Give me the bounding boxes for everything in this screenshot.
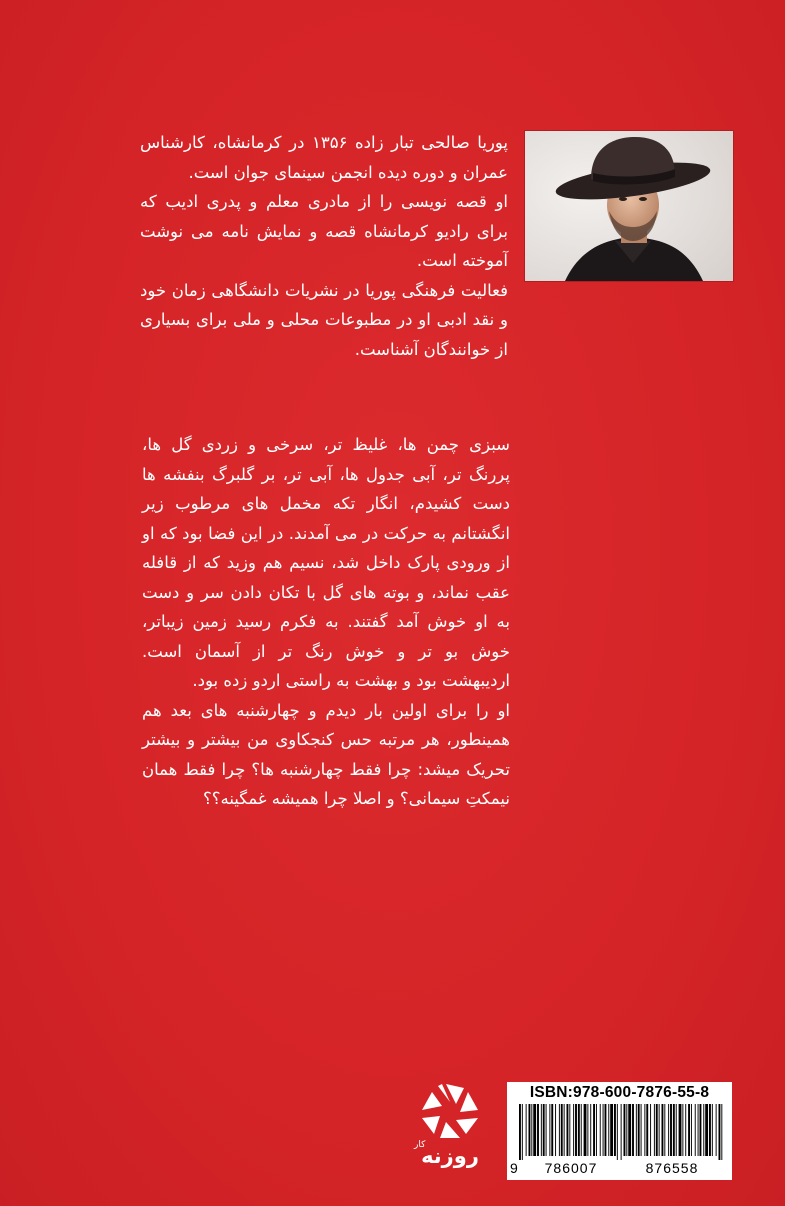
barcode-bar [614, 1104, 616, 1156]
barcode-bar [567, 1104, 569, 1156]
barcode-bar [685, 1104, 686, 1156]
barcode-bar [575, 1104, 577, 1156]
barcode-bar [578, 1104, 580, 1156]
barcode-bar [584, 1104, 587, 1156]
barcode-bar [646, 1104, 648, 1156]
barcode-bar [603, 1104, 604, 1156]
barcode-bar [526, 1104, 527, 1156]
barcode-bar [695, 1104, 696, 1156]
author-photo [524, 130, 734, 282]
barcode-bar [593, 1104, 595, 1156]
barcode-bar [688, 1104, 690, 1156]
barcode-bar [668, 1104, 669, 1156]
barcode-bar [581, 1104, 582, 1156]
barcode-bar [644, 1104, 645, 1156]
bio-paragraph-2: او قصه نویسی را از مادری معلم و پدری ادیب که برای رادیو کرمانشاه قصه و نمایش نامه می نوشت آموخته است. [140, 192, 508, 270]
barcode-bar [670, 1104, 672, 1156]
barcode-bar [638, 1104, 640, 1156]
barcode-bar [529, 1104, 531, 1156]
barcode-bar [573, 1104, 574, 1156]
barcode-bar [624, 1104, 626, 1156]
barcode-bar [596, 1104, 597, 1156]
barcode-bar [632, 1104, 634, 1156]
barcode-bar [709, 1104, 711, 1156]
bio-paragraph-1: پوریا صالحی تبار زاده ۱۳۵۶ در کرمانشاه، کارشناس عمران و دوره دیده انجمن سینمای جوان است. [140, 133, 508, 182]
barcode-bar [522, 1104, 523, 1160]
barcode-icon [515, 1104, 727, 1160]
barcode-bar [705, 1104, 708, 1156]
barcode-bar [662, 1104, 664, 1156]
barcode-bar [676, 1104, 677, 1156]
barcode-bar [537, 1104, 539, 1156]
barcode-bar [700, 1104, 702, 1156]
barcode-bar [682, 1104, 683, 1156]
barcode-first-digit: 9 [510, 1160, 518, 1176]
barcode-bar [610, 1104, 613, 1156]
barcode-bar [698, 1104, 699, 1156]
barcode-bar [555, 1104, 556, 1156]
barcode-bar [650, 1104, 651, 1156]
barcode-bar [549, 1104, 550, 1156]
barcode-bar [673, 1104, 675, 1156]
barcode-bar [531, 1104, 532, 1156]
barcode-bar [541, 1104, 542, 1156]
barcode-bar [659, 1104, 660, 1156]
barcode-bar [543, 1104, 545, 1156]
barcode-bar [628, 1104, 631, 1156]
barcode-bar [654, 1104, 655, 1156]
barcode-bar [626, 1104, 627, 1156]
author-portrait-icon [525, 131, 733, 281]
barcode-bar [533, 1104, 536, 1156]
barcode-bar [621, 1104, 622, 1160]
barcode-bar [656, 1104, 658, 1156]
bio-paragraph-3: فعالیت فرهنگی پوریا در نشریات دانشگاهی زمان خود و نقد ادبی او در مطبوعات محلی و ملی برای بسیاری از خوانندگان آشناست. [140, 280, 508, 359]
barcode-bar [716, 1104, 717, 1156]
barcode-bar [636, 1104, 637, 1156]
barcode-bar [679, 1104, 682, 1156]
barcode-digits-right: 876558 [645, 1160, 699, 1176]
barcode-bar [617, 1104, 618, 1160]
isbn-barcode [507, 1082, 732, 1180]
barcode-bar [712, 1104, 713, 1156]
barcode-bar [564, 1104, 565, 1156]
barcode-bar [721, 1104, 722, 1160]
barcode-bar [600, 1104, 601, 1156]
barcode-bar [587, 1104, 588, 1156]
barcode-bar [703, 1104, 704, 1156]
author-bio [140, 128, 508, 364]
isbn-number: ISBN:978-600-7876-55-8 [529, 1084, 710, 1101]
barcode-bar [664, 1104, 665, 1156]
barcode-bar [590, 1104, 591, 1156]
barcode-bar [551, 1104, 553, 1156]
barcode-bar [546, 1104, 547, 1156]
publisher-subtitle: کار [414, 1140, 426, 1150]
story-excerpt [142, 430, 510, 814]
barcode-bar [691, 1104, 692, 1156]
aperture-logo-icon [410, 1080, 490, 1144]
barcode-digits-left: 786007 [544, 1160, 598, 1176]
publisher-name: روزنه [421, 1144, 479, 1168]
barcode-bar [569, 1104, 570, 1156]
barcode-bar [608, 1104, 609, 1156]
barcode-bar [641, 1104, 642, 1156]
excerpt-paragraph-1: سبزی چمن ها، غلیظ تر، سرخی و زردی گل ها، پررنگ تر، آبی جدول ها، آبی تر، بر گلبرگ بنفشه ها دست کشیدم، انگار تکه مخمل های مرطوب زیر انگشتانم به حرکت در می آمدند. در این فضا بود که او از ورودی پارک داخل شد، نسیم هم وزید که از قافله عقب نماند، و بوته های گل با تکان دادن سر و دست به او خوش آمد گفتند. به فکرم رسید زمین زیباتر، خوش بو تر و خوش رنگ تر از آسمان است. اردیبهشت بود و بهشت به راستی اردو زده بود. [142, 435, 510, 690]
publisher-logo [410, 1080, 490, 1176]
barcode-bar [605, 1104, 607, 1156]
barcode-bar [719, 1104, 721, 1160]
barcode-bar [561, 1104, 563, 1156]
barcode-bar [519, 1104, 521, 1160]
barcode-bar [559, 1104, 560, 1156]
excerpt-paragraph-2: او را برای اولین بار دیدم و چهارشنبه های بعد هم همینطور، هر مرتبه حس کنجکاوی من بیشتر و بیشتر تحریک میشد: چرا فقط چهارشنبه ها؟ چرا فقط همان نیمکتِ سیمانی؟ و اصلا چرا همیشه غمگینه؟؟ [142, 700, 510, 808]
